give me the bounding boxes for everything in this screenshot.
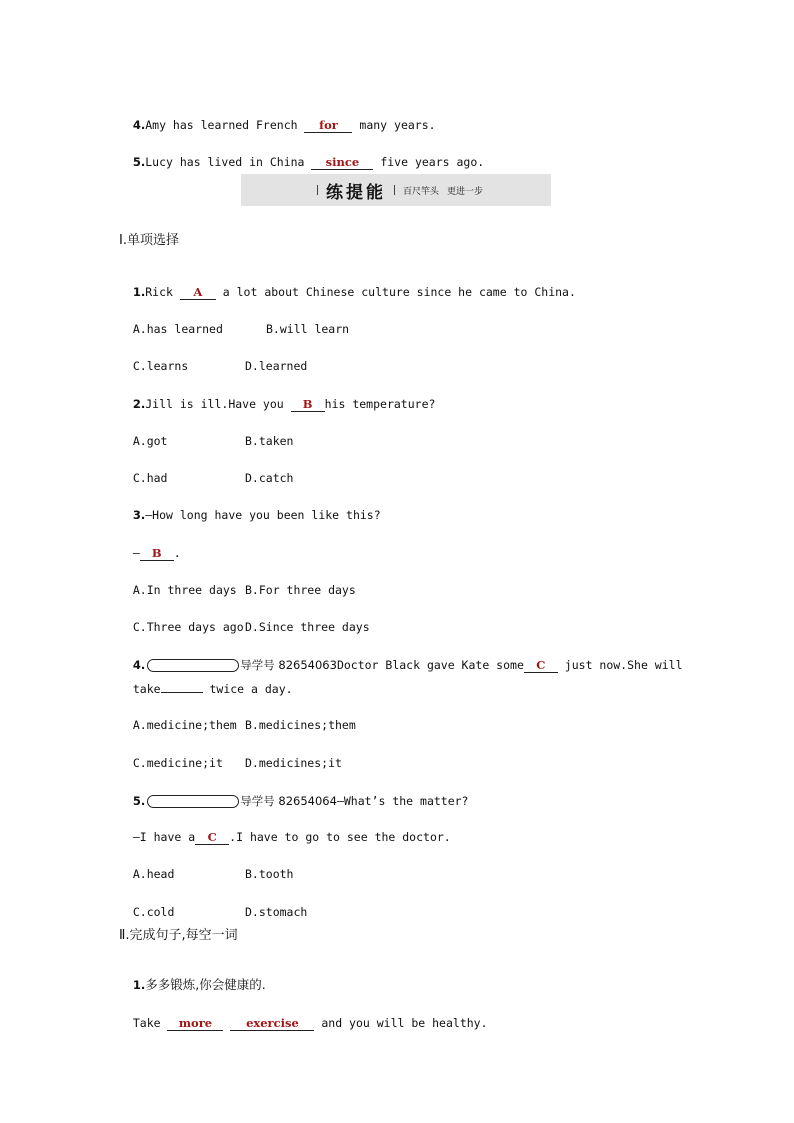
question-text: Rick	[145, 285, 180, 299]
question-text: take	[132, 682, 161, 696]
option-b: B.tooth	[245, 867, 294, 881]
question-number: 4.	[132, 658, 146, 672]
answer-blank: more	[167, 1016, 223, 1031]
question-text: five years ago.	[373, 155, 485, 169]
question-2	[119, 380, 435, 412]
question-text: and you will be healthy.	[314, 1016, 488, 1030]
answer-line	[119, 529, 181, 561]
answer-blank: since	[311, 155, 373, 170]
answer-blank: C	[524, 658, 558, 673]
option-a: A.head	[132, 867, 175, 881]
option-a: A.medicine;them	[132, 718, 237, 732]
answer-blank: B	[291, 397, 325, 412]
question-text: Take	[132, 1016, 168, 1030]
option-b: B.For three days	[245, 583, 356, 597]
option-c: C.Three days ago	[132, 620, 244, 634]
option-c: C.cold	[132, 905, 175, 919]
question-4-prev	[119, 101, 436, 133]
option-d: D.medicines;it	[245, 756, 342, 770]
question-text: Jill is ill.Have you	[145, 397, 291, 411]
question-text: —I have a	[132, 830, 196, 844]
divider	[317, 185, 318, 195]
question-text: twice a day.	[202, 682, 293, 696]
option-c: C.medicine;it	[132, 756, 223, 770]
option-row	[119, 342, 308, 374]
answer-blank: for	[304, 118, 352, 133]
banner-subtitle-1: 百尺竿头	[402, 186, 439, 197]
answer-blank: B	[140, 546, 174, 561]
option-d: D.Since three days	[245, 620, 370, 634]
option-row	[119, 701, 356, 733]
option-row	[119, 454, 294, 486]
question-5-prev	[119, 138, 484, 170]
option-d: D.stomach	[245, 905, 308, 919]
divider	[394, 185, 395, 195]
empty-blank	[161, 680, 203, 693]
guide-number: 导学号 82654064	[240, 794, 337, 808]
option-b: B.medicines;them	[245, 718, 356, 732]
question-text: just now.She will	[557, 658, 683, 672]
answer-line	[119, 813, 451, 845]
option-d: D.learned	[245, 359, 308, 373]
section-title: Ⅱ.完成句子,每空一词	[119, 928, 238, 943]
question-text: .I have to go to see the doctor.	[229, 830, 451, 844]
question-number: 1.	[132, 978, 146, 992]
answer-blank: C	[195, 830, 229, 845]
chinese-prompt: 多多锻炼,你会健康的.	[145, 977, 266, 992]
question-5	[119, 777, 469, 809]
option-a: A.In three days	[132, 583, 237, 597]
question-3	[119, 491, 381, 523]
question-number: 5.	[132, 155, 146, 169]
question-text: Doctor Black gave Kate some	[336, 658, 524, 672]
option-b: B.taken	[245, 434, 294, 448]
option-c: C.had	[132, 471, 168, 485]
question-number: 1.	[132, 285, 146, 299]
question-text: his temperature?	[324, 397, 436, 411]
section-banner	[241, 174, 551, 206]
option-row	[119, 888, 308, 920]
question-4-line2	[119, 664, 293, 697]
question-text: .	[173, 546, 181, 560]
banner-title: 练提能	[325, 182, 386, 203]
question-1	[119, 268, 576, 300]
banner-subtitle-2: 更进一步	[447, 186, 484, 197]
question-number: 4.	[132, 118, 146, 132]
question-number: 5.	[132, 794, 146, 808]
option-row	[119, 305, 350, 337]
question-text: Amy has learned French	[145, 118, 305, 132]
guide-number: 导学号 82654063	[240, 658, 337, 672]
option-d: D.catch	[245, 471, 294, 485]
sentence-1-chinese	[119, 961, 266, 993]
option-c: C.learns	[132, 359, 189, 373]
question-text: Lucy has lived in China	[145, 155, 312, 169]
option-row	[119, 603, 370, 635]
option-row	[119, 566, 356, 598]
option-a: A.got	[132, 434, 168, 448]
question-text: —What’s the matter?	[336, 794, 469, 808]
option-row	[119, 739, 342, 771]
sentence-1-english	[119, 999, 488, 1031]
dash: —	[132, 546, 140, 560]
question-number: 2.	[132, 397, 146, 411]
option-row	[119, 850, 294, 882]
option-b: B.will learn	[266, 322, 350, 336]
question-text: many years.	[352, 118, 436, 132]
guide-number-oval	[147, 795, 239, 808]
question-number: 3.	[132, 508, 146, 522]
answer-blank: A	[180, 285, 216, 300]
option-row	[119, 417, 294, 449]
answer-blank: exercise	[230, 1016, 314, 1031]
question-text: —How long have you been like this?	[145, 508, 381, 522]
section-title: Ⅰ.单项选择	[119, 233, 179, 248]
question-text: a lot about Chinese culture since he came to China.	[215, 285, 576, 299]
option-a: A.has learned	[132, 322, 223, 336]
